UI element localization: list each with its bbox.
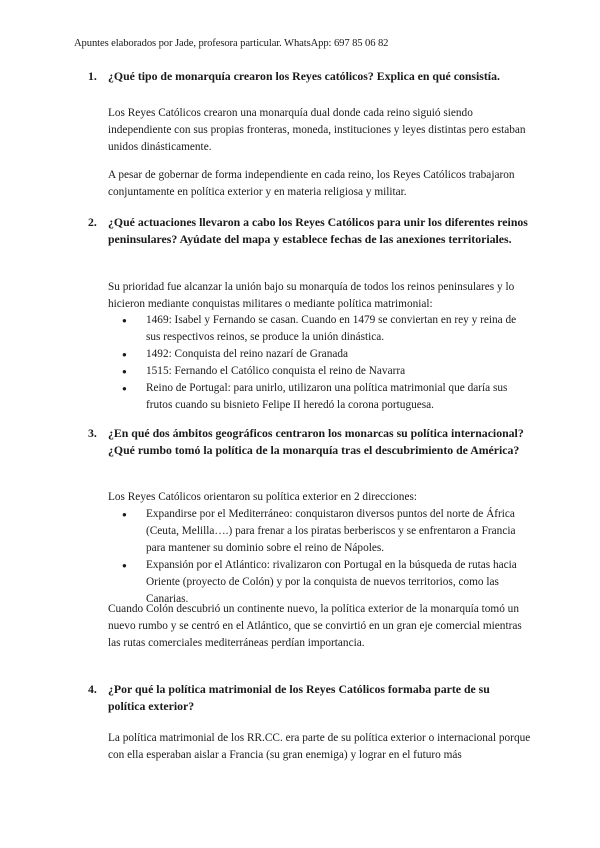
list-item: ● 1515: Fernando el Católico conquista el reino de Navarra	[108, 363, 532, 380]
list-item: ● 1492: Conquista del reino nazarí de Granada	[108, 346, 532, 363]
question-2	[88, 214, 528, 248]
question-text: ¿Qué actuaciones llevaron a cabo los Reyes Católicos para unir los diferentes reinos peninsulares? Ayúdate del mapa y establece fechas de las anexiones territoriales.	[108, 215, 528, 246]
answer-3-paragraph-1: Los Reyes Católicos orientaron su política exterior en 2 direcciones:	[108, 491, 418, 503]
question-3	[88, 425, 528, 459]
answer-3-bullet-list	[108, 506, 532, 608]
answer-1-paragraph-2: A pesar de gobernar de forma independiente en cada reino, los Reyes Católicos trabajaron conjuntamente en política exterior y en materia religiosa y militar.	[108, 169, 515, 198]
question-text: ¿En qué dos ámbitos geográficos centraron los monarcas su política internacional? ¿Qué rumbo tomó la política de la monarquía tras el descubrimiento de América?	[108, 426, 524, 457]
answer-3-paragraph-2: Cuando Colón descubrió un continente nuevo, la política exterior de la monarquía tomó un nuevo rumbo y se centró en el Atlántico, que se convirtió en un gran eje comercial mientras las rutas comerciales mediterráneas perdían importancia.	[108, 603, 522, 649]
question-number: 1.	[88, 69, 97, 83]
page-header: Apuntes elaborados por Jade, profesora particular. WhatsApp: 697 85 06 82	[74, 38, 389, 49]
list-item: ● Expansión por el Atlántico: rivalizaron con Portugal en la búsqueda de rutas hacia Oriente (proyecto de Colón) y por la conquista de nuevos territorios, como las Canarias.	[108, 557, 532, 608]
list-item: ● Expandirse por el Mediterráneo: conquistaron diversos puntos del norte de África (Ceuta, Melilla….) para frenar a los piratas berberiscos y se enfrentaron a Francia para mantener su dominio sobre el reino de Nápoles.	[108, 506, 532, 557]
question-number: 3.	[88, 426, 97, 440]
question-text: ¿Por qué la política matrimonial de los Reyes Católicos formaba parte de su política exterior?	[108, 682, 490, 713]
answer-2-bullet-list	[108, 312, 532, 414]
question-4	[88, 681, 528, 715]
list-item: ● Reino de Portugal: para unirlo, utilizaron una política matrimonial que daría sus frutos cuando su bisnieto Felipe II heredó la corona portuguesa.	[108, 380, 532, 414]
answer-2-paragraph-1: Su prioridad fue alcanzar la unión bajo su monarquía de todos los reinos peninsulares y lo hicieron mediante conquistas militares o mediante política matrimonial:	[108, 281, 515, 310]
answer-1-paragraph-1: Los Reyes Católicos crearon una monarquía dual donde cada reino siguió siendo independiente con sus propias fronteras, moneda, instituciones y leyes distintas pero estaban unidos dinásticamente.	[108, 107, 526, 153]
list-item: ● 1469: Isabel y Fernando se casan. Cuando en 1479 se conviertan en rey y reina de sus respectivos reinos, se produce la unión dinástica.	[108, 312, 532, 346]
question-text: ¿Qué tipo de monarquía crearon los Reyes católicos? Explica en qué consistía.	[108, 69, 500, 83]
question-1	[88, 68, 528, 85]
question-number: 2.	[88, 215, 97, 229]
question-number: 4.	[88, 682, 97, 696]
answer-4-paragraph-1: La política matrimonial de los RR.CC. era parte de su política exterior o internacional porque con ella esperaban aislar a Francia (su gran enemiga) y lograr en el futuro más	[108, 732, 531, 761]
